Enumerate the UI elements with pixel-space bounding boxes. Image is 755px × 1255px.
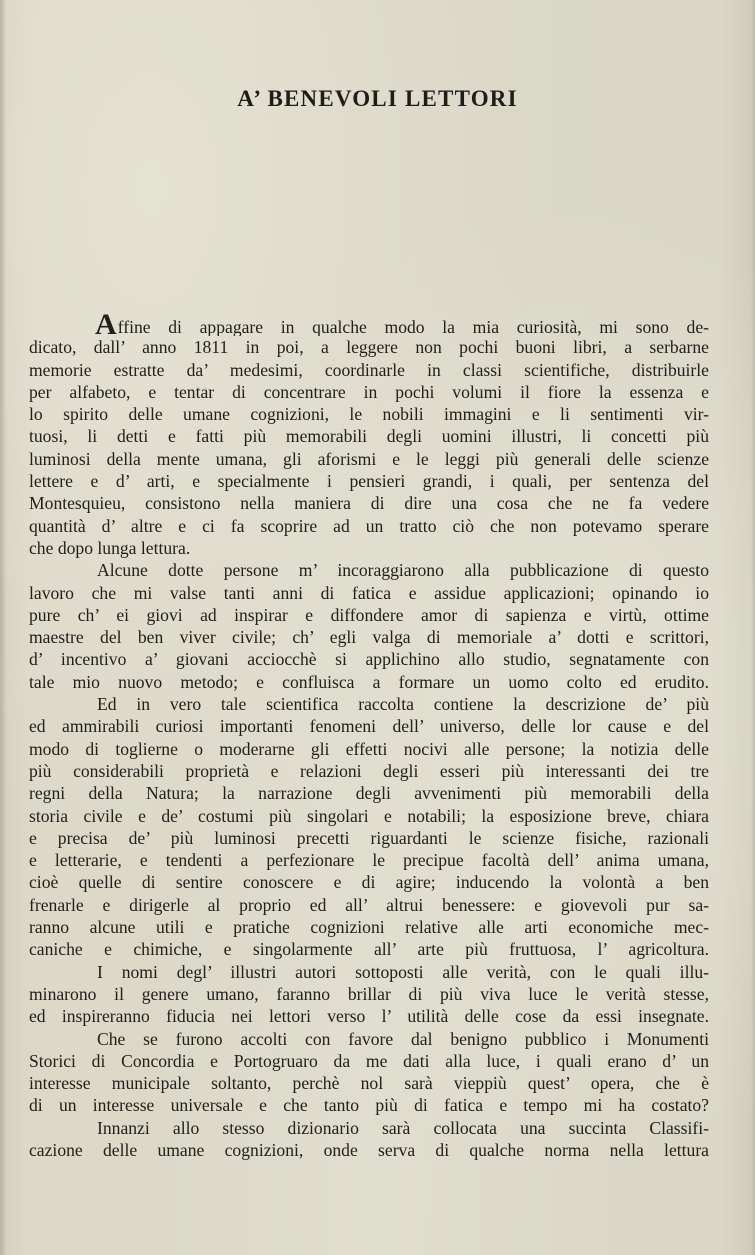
text-line: minarono il genere umano, faranno brillar di più viva luce le verità stesse, [29,983,709,1004]
text-line: quantità d’ altre e ci fa scoprire ad un tratto ciò che non potevamo sperare [29,515,709,536]
text-line: maestre del ben viver civile; ch’ egli valga di memoriale a’ dotti e scrittori, [29,627,709,648]
text-line: storia civile e de’ costumi più singolari e notabili; la esposizione breve, chiara [29,805,709,826]
text-line: ed ammirabili curiosi importanti fenomeni dell’ universo, delle lor cause e del [29,716,709,737]
text-line: Innanzi allo stesso dizionario sarà collocata una succinta Classifi- [97,1117,709,1138]
text-line: più considerabili proprietà e relazioni degli esseri più interessanti dei tre [29,760,709,781]
paragraph [29,559,709,693]
text-line: regni della Natura; la narrazione degli avvenimenti più memorabili della [29,783,709,804]
text-line: luminosi della mente umana, gli aforismi e le leggi più generali delle scienze [29,448,709,469]
text-line: di un interesse universale e che tanto più di fatica e tempo mi ha costato? [29,1095,709,1116]
paragraph [29,961,709,1028]
text-line: frenarle e dirigerle al proprio ed all’ altrui benessere: e giovevoli pur sa- [29,894,709,915]
text-line: ed inspireranno fiducia nei lettori verso l’ utilità delle cose da essi insegnate. [29,1006,709,1027]
text-line: cioè quelle di sentire conoscere e di agire; inducendo la volontà a ben [29,872,709,893]
text-line: che dopo lunga lettura. [29,537,191,558]
text-line: e letterarie, e tendenti a perfezionare le precipue facoltà dell’ anima umana, [29,850,709,871]
text-line: dicato, dall’ anno 1811 in poi, a leggere non pochi buoni libri, a serbarne [29,337,709,358]
text-line: caniche e chimiche, e singolarmente all’ arte più fruttuosa, l’ agricoltura. [29,939,709,960]
text-line: Affine di appagare in qualche modo la mia curiosità, mi sono de- [29,314,709,336]
paragraph [29,693,709,961]
text-line: I nomi degl’ illustri autori sottoposti alle verità, con le quali illu- [97,961,709,982]
drop-cap: A [95,314,117,337]
text-line: tuosi, li detti e fatti più memorabili degli uomini illustri, li concetti più [29,426,709,447]
text-line: memorie estratte da’ medesimi, coordinarle in classi scientifiche, distribuirle [29,359,709,380]
body-text [29,314,709,1161]
text-line: d’ incentivo a’ giovani acciocchè si applichino allo studio, segnatamente con [29,649,709,670]
text-line: Che se furono accolti con favore dal benigno pubblico i Monumenti [97,1028,709,1049]
text-line: interesse municipale soltanto, perchè nol sarà vieppiù quest’ opera, che è [29,1073,709,1094]
text-line: per alfabeto, e tentar di concentrare in pochi volumi il fiore la essenza e [29,381,709,402]
paragraph [29,314,709,559]
text-line: e precisa de’ più luminosi precetti riguardanti le scienze fisiche, razionali [29,827,709,848]
paragraph [29,1028,709,1117]
page-title: A’ BENEVOLI LETTORI [237,86,518,111]
paragraph [29,1117,709,1162]
text-line: Montesquieu, consistono nella maniera di dire una cosa che ne fa vedere [29,493,709,514]
text-line: lo spirito delle umane cognizioni, le nobili immagini e li sentimenti vir- [29,404,709,425]
text-line: lettere e d’ arti, e specialmente i pensieri grandi, i quali, per sentenza del [29,471,709,492]
text-line: tale mio nuovo metodo; e confluisca a formare un uomo colto ed erudito. [29,671,709,692]
text-line: pure ch’ ei giovi ad inspirar e diffondere amor di sapienza e virtù, ottime [29,604,709,625]
text-line: cazione delle umane cognizioni, onde serva di qualche norma nella lettura [29,1139,709,1160]
text-line: Ed in vero tale scientifica raccolta contiene la descrizione de’ più [97,694,709,715]
text-line: Alcune dotte persone m’ incoraggiarono alla pubblicazione di questo [97,560,709,581]
text-line: lavoro che mi valse tanti anni di fatica e assidue applicazioni; opinando io [29,582,709,603]
page-edge-right [751,0,755,1255]
text-line: Storici di Concordia e Portogruaro da me dati alla luce, i quali erano d’ un [29,1050,709,1071]
text-line: ranno alcune utili e pratiche cognizioni relative alle arti economiche mec- [29,917,709,938]
page-edge-left [0,0,6,1255]
text-line: modo di toglierne o moderarne gli effetti nocivi alle persone; la notizia delle [29,738,709,759]
